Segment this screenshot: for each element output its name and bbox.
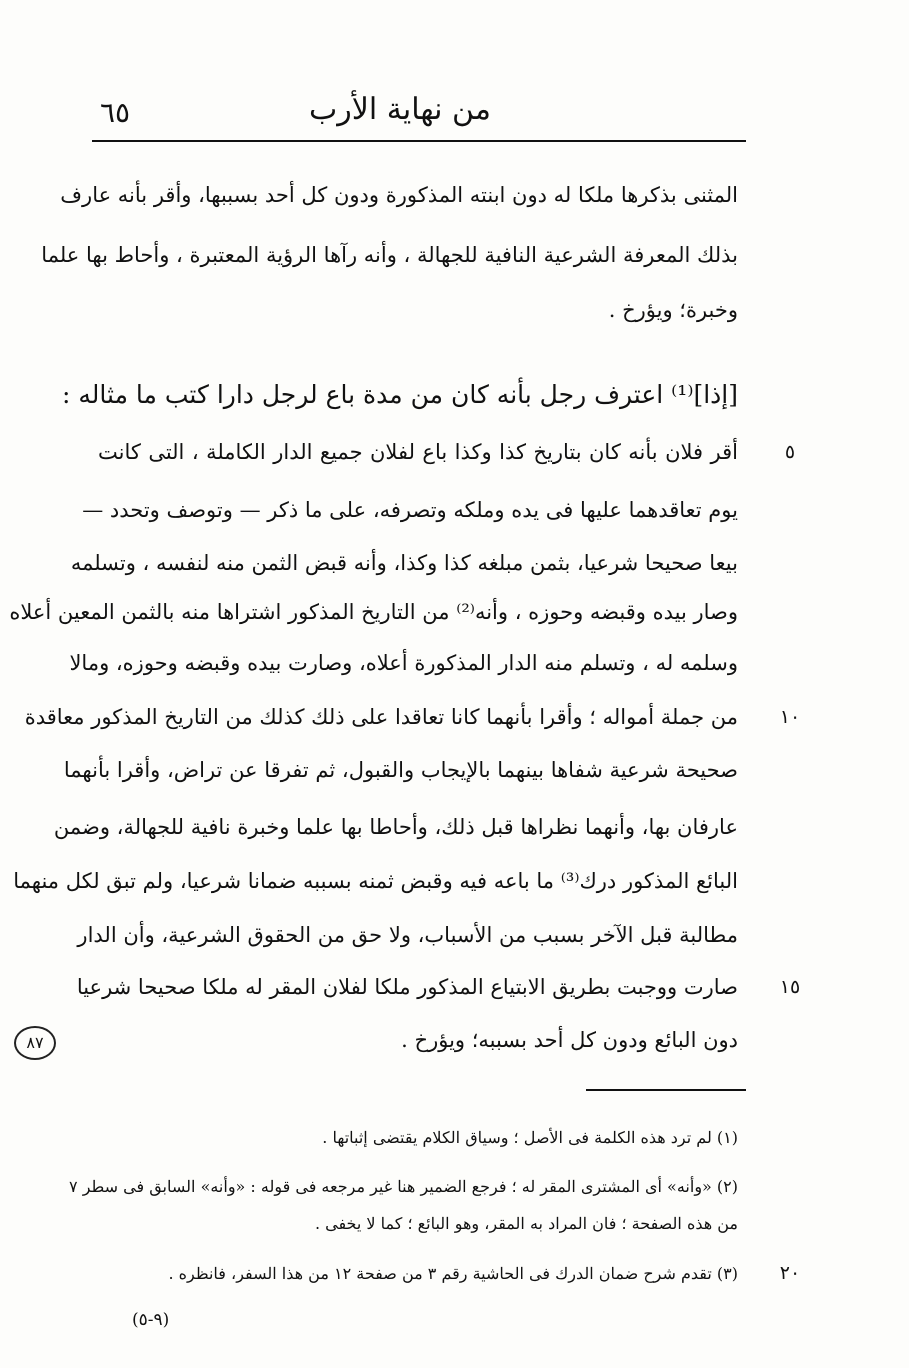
footnote-2-continuation: من هذه الصفحة ؛ فان المراد به المقر، وهو البائع ؛ كما لا يخفى . bbox=[314, 1214, 738, 1233]
body-line: صارت ووجبت بطريق الابتياع المذكور ملكا لفلان المقر له ملكا صحيحا شرعيا bbox=[76, 975, 738, 999]
footnote-3: (٣) تقدم شرح ضمان الدرك فى الحاشية رقم ٣ من صفحة ١٢ من هذا السفر، فانظره . bbox=[168, 1264, 738, 1283]
body-line: وصار بيده وقبضه وحوزه ، وأنه⁽²⁾ من التاريخ المذكور اشتراها منه بالثمن المعين أعلاه bbox=[9, 600, 738, 624]
footnote-rule bbox=[586, 1089, 746, 1091]
body-line: عارفان بها، وأنهما نظراها قبل ذلك، وأحاطا بها علما وخبرة نافية للجهالة، وضمن bbox=[53, 815, 738, 839]
body-line: وخبرة؛ ويؤرخ . bbox=[608, 298, 738, 322]
section-heading: [إذا]⁽¹⁾ اعترف رجل بأنه كان من مدة باع لرجل دارا كتب ما مثاله : bbox=[62, 380, 738, 409]
line-number-10: ١٠ bbox=[779, 706, 801, 728]
manuscript-page-stamp: ٨٧ bbox=[14, 1026, 56, 1060]
body-line: من جملة أمواله ؛ وأقرا بأنهما كانا تعاقدا على ذلك كذلك من التاريخ المذكور معاقدة bbox=[24, 705, 738, 729]
line-number-20: ٢٠ bbox=[779, 1262, 801, 1284]
body-line: وسلمه له ، وتسلم منه الدار المذكورة أعلاه، وصارت بيده وقبضه وحوزه، ومالا bbox=[69, 651, 738, 675]
line-number-15: ١٥ bbox=[779, 976, 801, 998]
body-line: صحيحة شرعية شفاها بينهما بالإيجاب والقبول، ثم تفرقا عن تراض، وأقرا بأنهما bbox=[63, 758, 738, 782]
footnote-1: (١) لم ترد هذه الكلمة فى الأصل ؛ وسياق الكلام يقتضى إثباتها . bbox=[322, 1128, 738, 1147]
body-line: بذلك المعرفة الشرعية النافية للجهالة ، وأنه رآها الرؤية المعتبرة ، وأحاط بها علما bbox=[41, 243, 738, 267]
body-line: بيعا صحيحا شرعيا، بثمن مبلغه كذا وكذا، وأنه قبض الثمن منه لنفسه ، وتسلمه bbox=[70, 551, 738, 575]
body-line: دون البائع ودون كل أحد بسببه؛ ويؤرخ . bbox=[401, 1028, 738, 1052]
line-number-5: ٥ bbox=[784, 441, 796, 463]
body-line: البائع المذكور درك⁽³⁾ ما باعه فيه وقبض ثمنه بسببه ضمانا شرعيا، ولم تبق لكل منهما bbox=[13, 869, 738, 893]
body-line: المثنى بذكرها ملكا له دون ابنته المذكورة ودون كل أحد بسببها، وأقر بأنه عارف bbox=[60, 183, 738, 207]
header-rule bbox=[92, 140, 746, 142]
signature-mark: (٩-٥) bbox=[132, 1310, 170, 1330]
page-number: ٦٥ bbox=[100, 96, 131, 129]
footnote-2: (٢) «وأنه» أى المشترى المقر له ؛ فرجع الضمير هنا غير مرجعه فى قوله : «وأنه» السابق فى سطر ٧ bbox=[69, 1177, 738, 1196]
running-header-title: من نهاية الأرب bbox=[309, 92, 491, 127]
body-line: أقر فلان بأنه كان بتاريخ كذا وكذا باع لفلان جميع الدار الكاملة ، التى كانت bbox=[98, 440, 738, 464]
body-line: يوم تعاقدهما عليها فى يده وملكه وتصرفه، على ما ذكر — وتوصف وتحدد — bbox=[82, 498, 738, 522]
body-line: مطالبة قبل الآخر بسبب من الأسباب، ولا حق من الحقوق الشرعية، وأن الدار bbox=[77, 923, 738, 947]
